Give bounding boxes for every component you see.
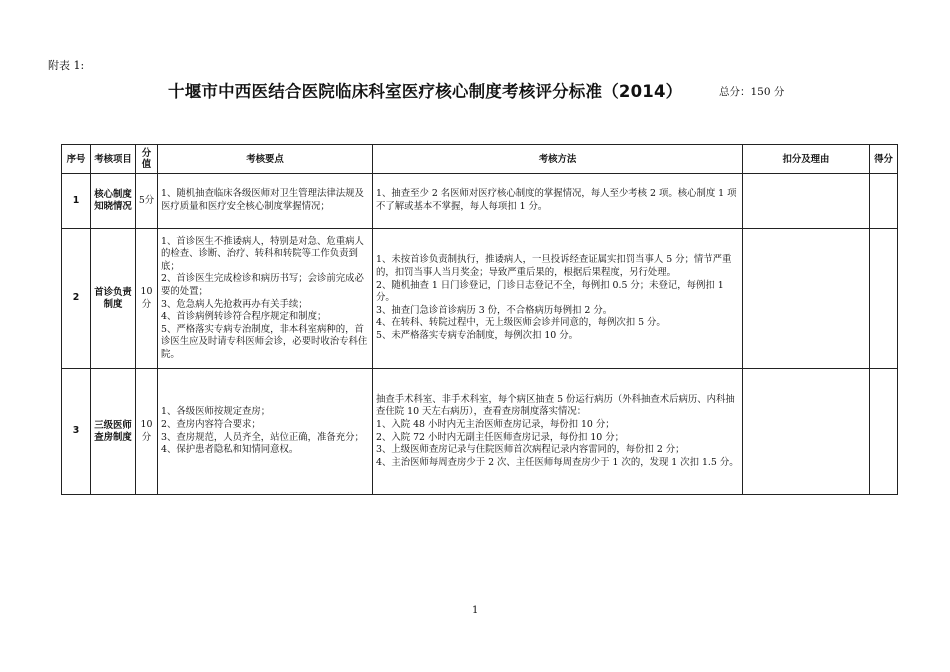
header-item: 考核项目 xyxy=(91,145,136,174)
method-line: 3、抽查门急诊首诊病历 3 份，不合格病历每例扣 2 分。 xyxy=(376,304,613,316)
method-line: 1、入院 48 小时内无主治医师查房记录，每份扣 10 分； xyxy=(376,418,615,430)
method-line: 2、入院 72 小时内无副主任医师查房记录，每份扣 10 分； xyxy=(376,431,624,443)
row-points xyxy=(158,174,373,229)
method-line: 2、随机抽查 1 日门诊登记，门诊日志登记不全，每例扣 0.5 分；未登记，每例扣 1 分。 xyxy=(376,279,724,304)
row-deduction xyxy=(743,174,870,229)
table-row xyxy=(62,369,898,495)
row-got xyxy=(870,174,898,229)
point-line: 3、查房规范，人员齐全，站位正确，准备充分； xyxy=(161,431,364,443)
total-score: 总分：150 分 xyxy=(719,86,785,98)
header-deduction: 扣分及理由 xyxy=(743,145,870,174)
point-line: 1、随机抽查临床各级医师对卫生管理法律法规及医疗质量和医疗安全核心制度掌握情况； xyxy=(161,188,364,212)
method-line: 4、主治医师每周查房少于 2 次、主任医师每周查房少于 1 次的，发现 1 次扣 1.5 分。 xyxy=(376,456,739,468)
row-item: 三级医师查房制度 xyxy=(91,369,136,495)
method-line: 抽查手术科室、非手术科室，每个病区抽查 5 份运行病历（外科抽查术后病历、内科抽查住院 10 天左右病历），查看查房制度落实情况： xyxy=(376,393,735,418)
row-deduction xyxy=(743,229,870,369)
table-row xyxy=(62,174,898,229)
row-score: 10分 xyxy=(136,369,158,495)
header-method: 考核方法 xyxy=(373,145,743,174)
row-got xyxy=(870,369,898,495)
row-got xyxy=(870,229,898,369)
point-line: 4、首诊病例转诊符合程序规定和制度； xyxy=(161,311,327,323)
method-line: 5、未严格落实专病专治制度，每例次扣 10 分。 xyxy=(376,329,578,341)
point-line: 2、查房内容符合要求； xyxy=(161,418,261,430)
method-line: 3、上级医师查房记录与住院医师首次病程记录内容雷同的，每份扣 2 分； xyxy=(376,444,685,456)
row-points xyxy=(158,369,373,495)
point-line: 1、首诊医生不推诿病人，特别是对急、危重病人的检查、诊断、治疗、转科和转院等工作负责到底； xyxy=(161,235,364,272)
row-method xyxy=(373,174,743,229)
row-score: 5分 xyxy=(136,174,158,229)
table-row xyxy=(62,229,898,369)
header-points: 考核要点 xyxy=(158,145,373,174)
row-number: 3 xyxy=(62,369,91,495)
method-line: 1、抽查至少 2 名医师对医疗核心制度的掌握情况，每人至少考核 2 项。核心制度 1 项不了解或基本不掌握，每人每项扣 1 分。 xyxy=(376,188,737,212)
row-item: 首诊负责制度 xyxy=(91,229,136,369)
row-score: 10分 xyxy=(136,229,158,369)
attachment-label: 附表 1: xyxy=(48,59,85,72)
row-number: 2 xyxy=(62,229,91,369)
point-line: 3、危急病人先抢救再办有关手续； xyxy=(161,298,308,310)
scoring-table xyxy=(61,144,898,495)
document-title: 十堰市中西医结合医院临床科室医疗核心制度考核评分标准（2014） xyxy=(168,82,683,101)
header-got: 得分 xyxy=(870,145,898,174)
header-score: 分值 xyxy=(136,145,158,174)
point-line: 5、严格落实专病专治制度，非本科室病种的，首诊医生应及时请专科医师会诊，必要时收治专科住院。 xyxy=(161,323,368,360)
title-row xyxy=(0,78,950,102)
row-points xyxy=(158,229,373,369)
header-no: 序号 xyxy=(62,145,91,174)
point-line: 2、首诊医生完成检诊和病历书写；会诊前完成必要的处置； xyxy=(161,273,364,297)
point-line: 1、各级医师按规定查房； xyxy=(161,406,271,418)
table-header-row xyxy=(62,145,898,174)
row-deduction xyxy=(743,369,870,495)
method-line: 4、在转科、转院过程中，无上级医师会诊并同意的，每例次扣 5 分。 xyxy=(376,317,666,329)
row-method xyxy=(373,369,743,495)
point-line: 4、保护患者隐私和知情同意权。 xyxy=(161,444,299,456)
page-number: 1 xyxy=(472,605,479,616)
row-method xyxy=(373,229,743,369)
method-line: 1、未按首诊负责制执行，推诿病人，一旦投诉经查证属实扣罚当事人 5 分；情节严重的，扣罚当事人当月奖金；导致严重后果的，根据后果程度，另行处理。 xyxy=(376,254,732,279)
row-item: 核心制度知晓情况 xyxy=(91,174,136,229)
row-number: 1 xyxy=(62,174,91,229)
